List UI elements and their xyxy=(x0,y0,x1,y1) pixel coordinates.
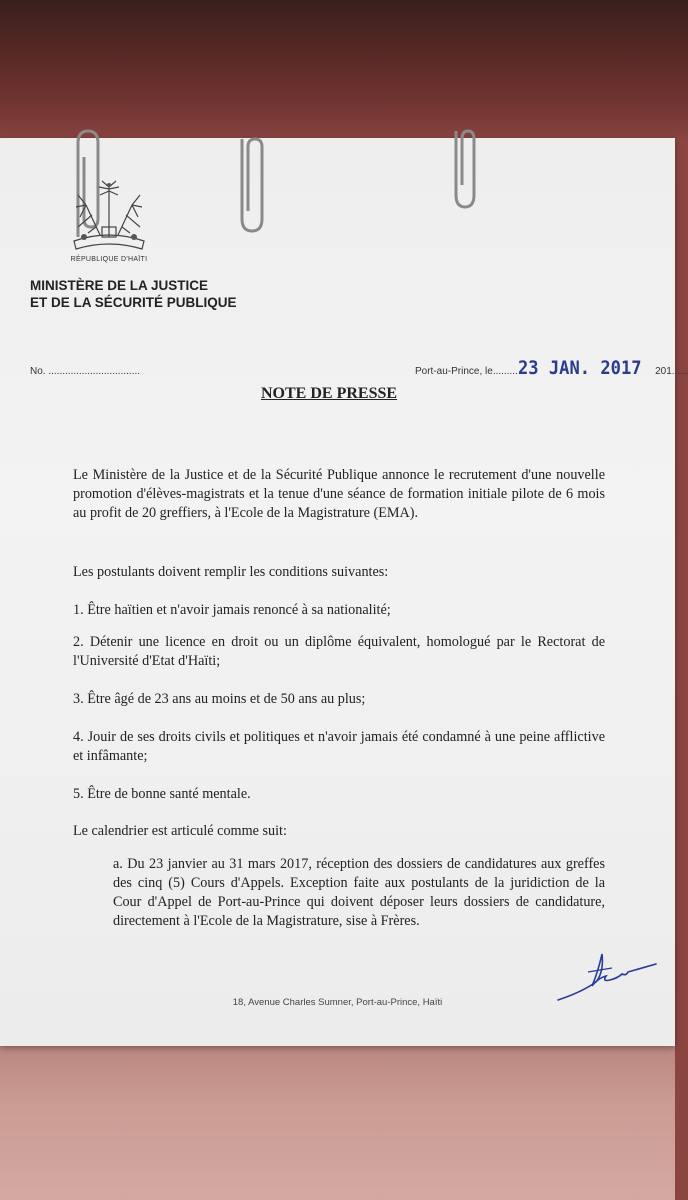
ministry-name xyxy=(30,277,237,311)
calendar-intro: Le calendrier est articulé comme suit: xyxy=(73,823,287,839)
desk-surface xyxy=(0,1040,675,1200)
place-date-line xyxy=(415,357,688,379)
footer-address: 18, Avenue Charles Sumner, Port-au-Prince, Haïti xyxy=(232,997,443,1008)
place-label: Port-au-Prince, le xyxy=(415,366,493,377)
condition-3: 3. Être âgé de 23 ans au moins et de 50 ans au plus; xyxy=(73,691,366,707)
paper-clip-icon xyxy=(448,125,482,211)
reference-number: No. ................................. xyxy=(30,366,141,377)
year-suffix: 201...... xyxy=(655,366,688,377)
ministry-line-1: MINISTÈRE DE LA JUSTICE xyxy=(30,278,209,293)
seal-caption: RÉPUBLIQUE D'HAÏTI xyxy=(70,256,148,263)
date-stamp: 23 JAN. 2017 xyxy=(517,357,642,379)
coat-of-arms-icon xyxy=(64,175,154,265)
paper-clip-icon xyxy=(234,127,270,235)
condition-2: 2. Détenir une licence en droit ou un diplôme équivalent, homologué par le Rectorat de l'Université d'Etat d'Haïti; xyxy=(73,634,605,669)
condition-5: 5. Être de bonne santé mentale. xyxy=(73,786,251,802)
document-title: NOTE DE PRESSE xyxy=(261,385,398,402)
place-dots: ......... xyxy=(492,366,518,377)
ministry-line-2: ET DE LA SÉCURITÉ PUBLIQUE xyxy=(30,295,237,310)
condition-1: 1. Être haïtien et n'avoir jamais renoncé à sa nationalité; xyxy=(73,602,391,618)
intro-paragraph: Le Ministère de la Justice et de la Sécurité Publique annonce le recrutement d'une nouvelle promotion d'élèves-magistrats et la tenue d'une séance de formation initiale pilote de 6 mois au profit de 20 greffiers, à l'Ecole de la Magistrature (EMA). xyxy=(73,467,605,521)
conditions-intro: Les postulants doivent remplir les conditions suivantes: xyxy=(73,564,389,580)
calendar-item-a: a. Du 23 janvier au 31 mars 2017, réception des dossiers de candidatures aux greffes des cinq (5) Cours d'Appels. Exception faite aux postulants de la juridiction de la Cour d'Appel de Port-au-Prince qui doivent déposer leurs dossiers de candidature, directement à l'Ecole de la Magistrature, sise à Frères. xyxy=(113,856,605,929)
condition-4: 4. Jouir de ses droits civils et politiques et n'avoir jamais été condamné à une peine afflictive et infâmante; xyxy=(73,729,605,764)
